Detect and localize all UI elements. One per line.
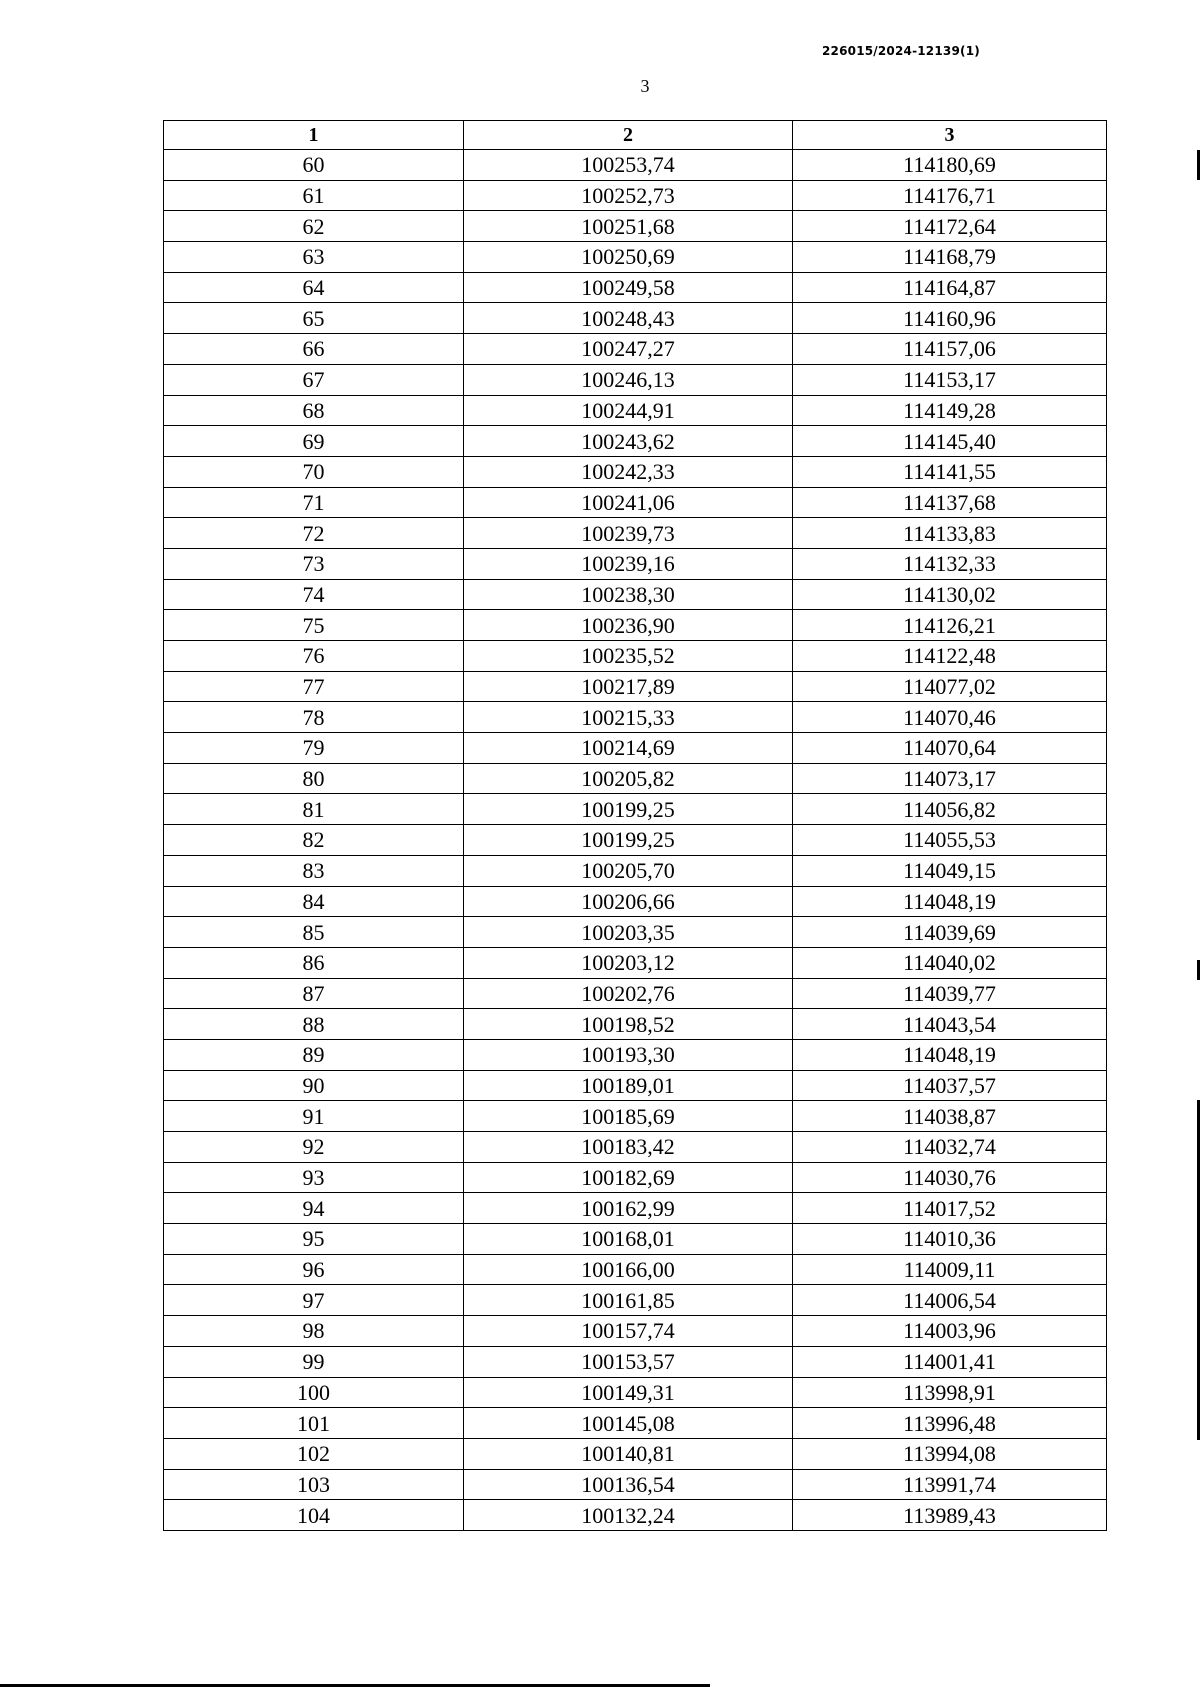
coordinates-table (163, 120, 1107, 1531)
y-coordinate-cell: 114037,57 (793, 1070, 1107, 1101)
table-row (164, 1132, 1107, 1163)
x-coordinate-cell: 100248,43 (464, 303, 793, 334)
y-coordinate-cell: 114153,17 (793, 364, 1107, 395)
point-number-cell: 65 (164, 303, 464, 334)
y-coordinate-cell: 114180,69 (793, 150, 1107, 181)
y-coordinate-cell: 114122,48 (793, 641, 1107, 672)
table-row (164, 364, 1107, 395)
point-number-cell: 103 (164, 1469, 464, 1500)
point-number-cell: 86 (164, 947, 464, 978)
y-coordinate-cell: 114141,55 (793, 456, 1107, 487)
table-row (164, 1009, 1107, 1040)
table-row (164, 978, 1107, 1009)
table-row (164, 1285, 1107, 1316)
x-coordinate-cell: 100251,68 (464, 211, 793, 242)
x-coordinate-cell: 100243,62 (464, 426, 793, 457)
y-coordinate-cell: 114043,54 (793, 1009, 1107, 1040)
y-coordinate-cell: 114039,77 (793, 978, 1107, 1009)
document-id: 226015/2024-12139(1) (822, 44, 980, 58)
x-coordinate-cell: 100203,35 (464, 917, 793, 948)
table-row (164, 1101, 1107, 1132)
point-number-cell: 76 (164, 641, 464, 672)
x-coordinate-cell: 100250,69 (464, 242, 793, 273)
table-row (164, 1408, 1107, 1439)
point-number-cell: 87 (164, 978, 464, 1009)
point-number-cell: 64 (164, 272, 464, 303)
point-number-cell: 68 (164, 395, 464, 426)
y-coordinate-cell: 113989,43 (793, 1500, 1107, 1531)
y-coordinate-cell: 114145,40 (793, 426, 1107, 457)
table-row (164, 487, 1107, 518)
point-number-cell: 77 (164, 671, 464, 702)
table-header-row (164, 121, 1107, 150)
point-number-cell: 79 (164, 733, 464, 764)
x-coordinate-cell: 100182,69 (464, 1162, 793, 1193)
x-coordinate-cell: 100145,08 (464, 1408, 793, 1439)
x-coordinate-cell: 100168,01 (464, 1224, 793, 1255)
table-row (164, 1469, 1107, 1500)
table-row (164, 1070, 1107, 1101)
y-coordinate-cell: 114070,46 (793, 702, 1107, 733)
table-row (164, 917, 1107, 948)
table-row (164, 886, 1107, 917)
y-coordinate-cell: 114168,79 (793, 242, 1107, 273)
y-coordinate-cell: 114048,19 (793, 886, 1107, 917)
y-coordinate-cell: 114160,96 (793, 303, 1107, 334)
y-coordinate-cell: 114176,71 (793, 180, 1107, 211)
point-number-cell: 98 (164, 1316, 464, 1347)
point-number-cell: 88 (164, 1009, 464, 1040)
y-coordinate-cell: 114149,28 (793, 395, 1107, 426)
table-row (164, 579, 1107, 610)
point-number-cell: 102 (164, 1438, 464, 1469)
table-row (164, 518, 1107, 549)
point-number-cell: 73 (164, 548, 464, 579)
x-coordinate-cell: 100236,90 (464, 610, 793, 641)
point-number-cell: 72 (164, 518, 464, 549)
point-number-cell: 74 (164, 579, 464, 610)
x-coordinate-cell: 100199,25 (464, 794, 793, 825)
table-row (164, 610, 1107, 641)
point-number-cell: 92 (164, 1132, 464, 1163)
table-row (164, 641, 1107, 672)
y-coordinate-cell: 114157,06 (793, 334, 1107, 365)
y-coordinate-cell: 113996,48 (793, 1408, 1107, 1439)
y-coordinate-cell: 114017,52 (793, 1193, 1107, 1224)
table-row (164, 947, 1107, 978)
y-coordinate-cell: 114030,76 (793, 1162, 1107, 1193)
table-row (164, 456, 1107, 487)
table-row (164, 1162, 1107, 1193)
y-coordinate-cell: 114130,02 (793, 579, 1107, 610)
y-coordinate-cell: 114001,41 (793, 1346, 1107, 1377)
x-coordinate-cell: 100153,57 (464, 1346, 793, 1377)
table-row (164, 855, 1107, 886)
point-number-cell: 81 (164, 794, 464, 825)
point-number-cell: 101 (164, 1408, 464, 1439)
y-coordinate-cell: 114009,11 (793, 1254, 1107, 1285)
point-number-cell: 97 (164, 1285, 464, 1316)
point-number-cell: 67 (164, 364, 464, 395)
table-row (164, 1039, 1107, 1070)
x-coordinate-cell: 100136,54 (464, 1469, 793, 1500)
x-coordinate-cell: 100157,74 (464, 1316, 793, 1347)
point-number-cell: 70 (164, 456, 464, 487)
y-coordinate-cell: 114039,69 (793, 917, 1107, 948)
point-number-cell: 85 (164, 917, 464, 948)
x-coordinate-cell: 100162,99 (464, 1193, 793, 1224)
x-coordinate-cell: 100198,52 (464, 1009, 793, 1040)
x-coordinate-cell: 100205,82 (464, 763, 793, 794)
point-number-cell: 78 (164, 702, 464, 733)
point-number-cell: 91 (164, 1101, 464, 1132)
point-number-cell: 83 (164, 855, 464, 886)
x-coordinate-cell: 100247,27 (464, 334, 793, 365)
x-coordinate-cell: 100166,00 (464, 1254, 793, 1285)
x-coordinate-cell: 100252,73 (464, 180, 793, 211)
point-number-cell: 71 (164, 487, 464, 518)
table-row (164, 702, 1107, 733)
x-coordinate-cell: 100235,52 (464, 641, 793, 672)
x-coordinate-cell: 100206,66 (464, 886, 793, 917)
point-number-cell: 75 (164, 610, 464, 641)
x-coordinate-cell: 100253,74 (464, 150, 793, 181)
point-number-cell: 104 (164, 1500, 464, 1531)
table-row (164, 1346, 1107, 1377)
y-coordinate-cell: 114003,96 (793, 1316, 1107, 1347)
y-coordinate-cell: 114164,87 (793, 272, 1107, 303)
x-coordinate-cell: 100242,33 (464, 456, 793, 487)
table-row (164, 1193, 1107, 1224)
y-coordinate-cell: 114133,83 (793, 518, 1107, 549)
table-row (164, 1316, 1107, 1347)
y-coordinate-cell: 114073,17 (793, 763, 1107, 794)
y-coordinate-cell: 114126,21 (793, 610, 1107, 641)
y-coordinate-cell: 114032,74 (793, 1132, 1107, 1163)
y-coordinate-cell: 114077,02 (793, 671, 1107, 702)
y-coordinate-cell: 113994,08 (793, 1438, 1107, 1469)
y-coordinate-cell: 114010,36 (793, 1224, 1107, 1255)
table-row (164, 1438, 1107, 1469)
y-coordinate-cell: 114070,64 (793, 733, 1107, 764)
y-coordinate-cell: 114040,02 (793, 947, 1107, 978)
x-coordinate-cell: 100185,69 (464, 1101, 793, 1132)
y-coordinate-cell: 114172,64 (793, 211, 1107, 242)
y-coordinate-cell: 114056,82 (793, 794, 1107, 825)
point-number-cell: 84 (164, 886, 464, 917)
point-number-cell: 95 (164, 1224, 464, 1255)
point-number-cell: 90 (164, 1070, 464, 1101)
point-number-cell: 62 (164, 211, 464, 242)
table-row (164, 1254, 1107, 1285)
point-number-cell: 93 (164, 1162, 464, 1193)
point-number-cell: 80 (164, 763, 464, 794)
table-row (164, 794, 1107, 825)
y-coordinate-cell: 114006,54 (793, 1285, 1107, 1316)
point-number-cell: 100 (164, 1377, 464, 1408)
page-number: 3 (640, 76, 650, 96)
y-coordinate-cell: 114137,68 (793, 487, 1107, 518)
column-header-3: 3 (793, 121, 1107, 150)
x-coordinate-cell: 100189,01 (464, 1070, 793, 1101)
table-row (164, 1377, 1107, 1408)
point-number-cell: 60 (164, 150, 464, 181)
table-body (164, 150, 1107, 1531)
table-row (164, 395, 1107, 426)
table-row (164, 272, 1107, 303)
point-number-cell: 96 (164, 1254, 464, 1285)
table-row (164, 1224, 1107, 1255)
y-coordinate-cell: 113991,74 (793, 1469, 1107, 1500)
point-number-cell: 94 (164, 1193, 464, 1224)
y-coordinate-cell: 114049,15 (793, 855, 1107, 886)
x-coordinate-cell: 100239,16 (464, 548, 793, 579)
y-coordinate-cell: 114055,53 (793, 825, 1107, 856)
column-header-1: 1 (164, 121, 464, 150)
point-number-cell: 69 (164, 426, 464, 457)
table-row (164, 733, 1107, 764)
point-number-cell: 99 (164, 1346, 464, 1377)
table-row (164, 211, 1107, 242)
x-coordinate-cell: 100238,30 (464, 579, 793, 610)
table-row (164, 1500, 1107, 1531)
x-coordinate-cell: 100149,31 (464, 1377, 793, 1408)
x-coordinate-cell: 100140,81 (464, 1438, 793, 1469)
table-row (164, 180, 1107, 211)
x-coordinate-cell: 100217,89 (464, 671, 793, 702)
x-coordinate-cell: 100246,13 (464, 364, 793, 395)
y-coordinate-cell: 114132,33 (793, 548, 1107, 579)
table-row (164, 334, 1107, 365)
point-number-cell: 66 (164, 334, 464, 365)
x-coordinate-cell: 100215,33 (464, 702, 793, 733)
y-coordinate-cell: 114038,87 (793, 1101, 1107, 1132)
x-coordinate-cell: 100241,06 (464, 487, 793, 518)
x-coordinate-cell: 100161,85 (464, 1285, 793, 1316)
y-coordinate-cell: 113998,91 (793, 1377, 1107, 1408)
x-coordinate-cell: 100193,30 (464, 1039, 793, 1070)
table-row (164, 426, 1107, 457)
x-coordinate-cell: 100203,12 (464, 947, 793, 978)
point-number-cell: 63 (164, 242, 464, 273)
table-row (164, 825, 1107, 856)
x-coordinate-cell: 100244,91 (464, 395, 793, 426)
x-coordinate-cell: 100249,58 (464, 272, 793, 303)
table-row (164, 671, 1107, 702)
point-number-cell: 61 (164, 180, 464, 211)
x-coordinate-cell: 100202,76 (464, 978, 793, 1009)
x-coordinate-cell: 100214,69 (464, 733, 793, 764)
table-row (164, 763, 1107, 794)
x-coordinate-cell: 100132,24 (464, 1500, 793, 1531)
point-number-cell: 89 (164, 1039, 464, 1070)
x-coordinate-cell: 100205,70 (464, 855, 793, 886)
table-row (164, 242, 1107, 273)
x-coordinate-cell: 100183,42 (464, 1132, 793, 1163)
x-coordinate-cell: 100199,25 (464, 825, 793, 856)
point-number-cell: 82 (164, 825, 464, 856)
table-row (164, 303, 1107, 334)
x-coordinate-cell: 100239,73 (464, 518, 793, 549)
column-header-2: 2 (464, 121, 793, 150)
table-row (164, 150, 1107, 181)
table-row (164, 548, 1107, 579)
y-coordinate-cell: 114048,19 (793, 1039, 1107, 1070)
